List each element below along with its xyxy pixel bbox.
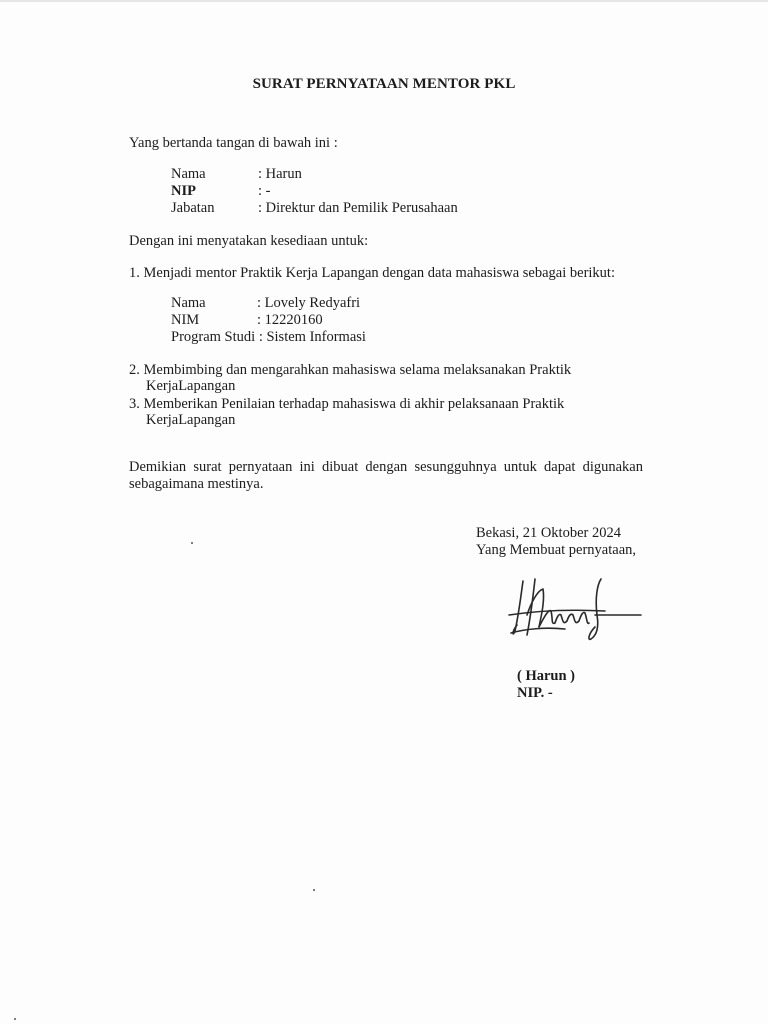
signer-name-caption: ( Harun ) bbox=[517, 668, 575, 684]
student-name-row bbox=[171, 295, 360, 312]
student-nim-row bbox=[171, 312, 323, 329]
intro-text: Yang bertanda tangan di bawah ini : bbox=[129, 135, 338, 151]
signer-name-row bbox=[171, 166, 302, 183]
closing-line-2: sebagaimana mestinya. bbox=[129, 476, 264, 492]
student-prodi-row bbox=[171, 329, 366, 346]
document-title: SURAT PERNYATAAN MENTOR PKL bbox=[252, 76, 516, 92]
page-top-edge bbox=[0, 0, 768, 2]
signer-position-label: Jabatan bbox=[171, 200, 215, 216]
student-prodi-value: : Sistem Informasi bbox=[258, 329, 366, 345]
closing-line-1: Demikian surat pernyataan ini dibuat dengan sesungguhnya untuk dapat digunakan bbox=[129, 459, 643, 475]
student-prodi-label: Program Studi bbox=[171, 329, 256, 345]
signer-position-value: : Direktur dan Pemilik Perusahaan bbox=[258, 200, 458, 216]
student-name-label: Nama bbox=[171, 295, 206, 311]
signer-nip-value: : - bbox=[258, 183, 271, 199]
scan-speck bbox=[313, 889, 315, 891]
scan-speck bbox=[191, 542, 193, 544]
maker-label: Yang Membuat pernyataan, bbox=[476, 542, 637, 558]
statement-intro: Dengan ini menyatakan kesediaan untuk: bbox=[129, 233, 369, 249]
signer-nip-caption: NIP. - bbox=[517, 685, 553, 701]
statement-item-1: 1. Menjadi mentor Praktik Kerja Lapangan dengan data mahasiswa sebagai berikut: bbox=[129, 265, 615, 281]
statement-item-3-line2: KerjaLapangan bbox=[146, 412, 236, 428]
statement-item-2-line1: 2. Membimbing dan mengarahkan mahasiswa selama melaksanakan Praktik bbox=[129, 362, 572, 378]
place-date: Bekasi, 21 Oktober 2024 bbox=[476, 525, 621, 541]
statement-item-3-line1: 3. Memberikan Penilaian terhadap mahasiswa di akhir pelaksanaan Praktik bbox=[129, 396, 565, 412]
handwritten-signature-icon bbox=[505, 575, 645, 645]
signer-name-value: : Harun bbox=[258, 166, 302, 182]
student-nim-label: NIM bbox=[171, 312, 200, 328]
signer-nip-row bbox=[171, 183, 270, 200]
signer-nip-label: NIP bbox=[171, 183, 196, 199]
signer-position-row bbox=[171, 200, 458, 217]
statement-item-2-line2: KerjaLapangan bbox=[146, 378, 236, 394]
closing-paragraph bbox=[129, 459, 643, 493]
scan-speck bbox=[14, 1018, 16, 1020]
signer-name-label: Nama bbox=[171, 166, 206, 182]
student-nim-value: : 12220160 bbox=[257, 312, 323, 328]
student-name-value: : Lovely Redyafri bbox=[257, 295, 361, 311]
